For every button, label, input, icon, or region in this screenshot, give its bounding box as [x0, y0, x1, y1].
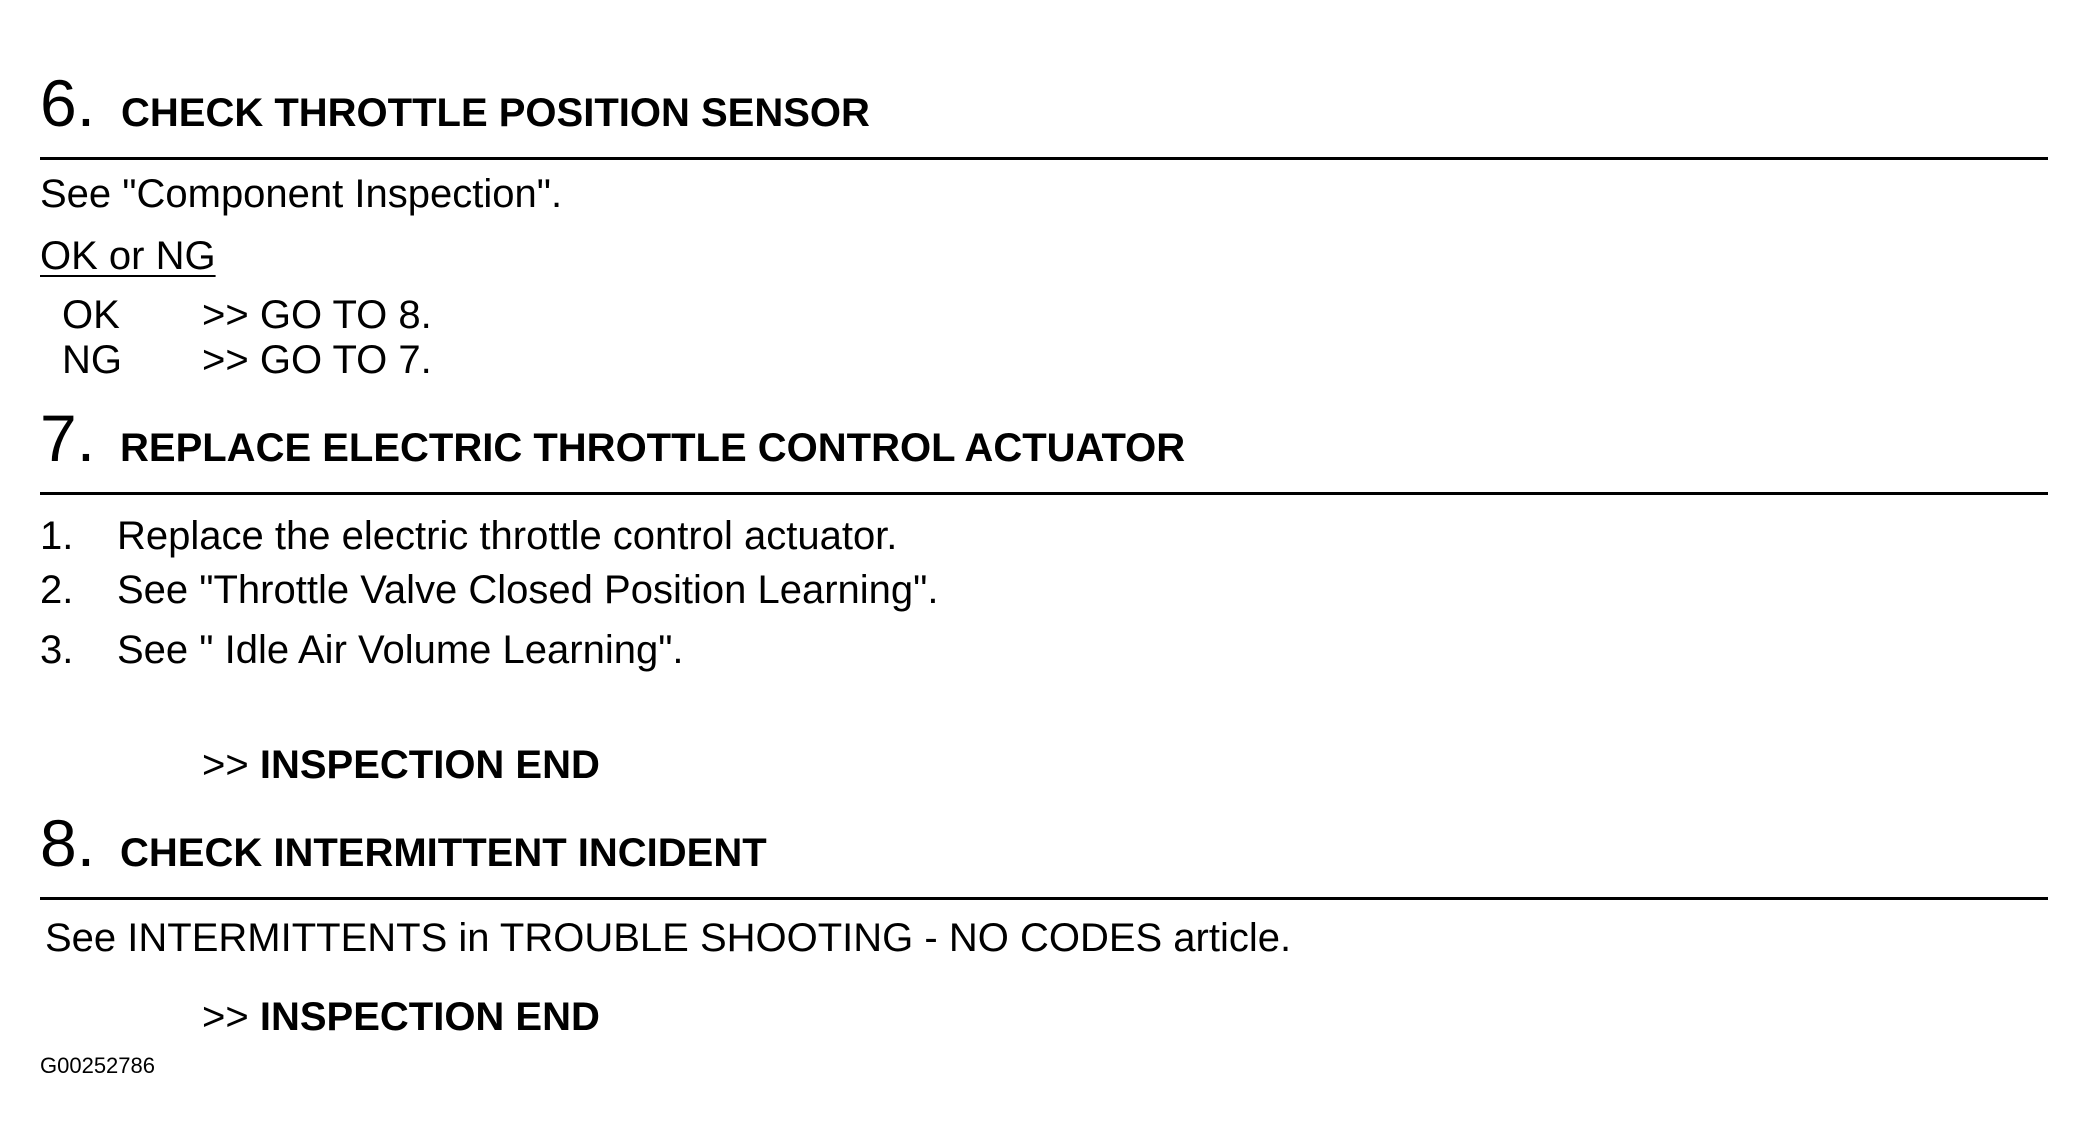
step-8-divider — [40, 897, 2048, 900]
step-7-divider — [40, 492, 2048, 495]
step-7-end — [202, 745, 600, 785]
step-6-result-ok-label: OK — [62, 293, 120, 337]
step-6-divider — [40, 157, 2048, 160]
step-7-title: REPLACE ELECTRIC THROTTLE CONTROL ACTUATOR — [120, 426, 1186, 470]
step-7-number: 7. — [40, 401, 96, 475]
step-6-result-ng-action: >> GO TO 7. — [202, 338, 432, 382]
step-6-title: CHECK THROTTLE POSITION SENSOR — [121, 91, 870, 135]
step-6-result-heading: OK or NG — [40, 234, 216, 278]
step-7-item-2-number: 2. — [40, 568, 74, 612]
step-6-instruction: See "Component Inspection". — [40, 172, 563, 216]
step-7-end-prefix: >> — [202, 743, 249, 787]
step-6-result-ok-action: >> GO TO 8. — [202, 293, 432, 337]
step-8-end-label: INSPECTION END — [259, 995, 600, 1039]
step-7-item-1-number: 1. — [40, 514, 74, 558]
step-7-item-2-text: See "Throttle Valve Closed Position Learning". — [117, 568, 939, 612]
step-7-item-3-text: See " Idle Air Volume Learning". — [117, 628, 684, 672]
step-8-end-prefix: >> — [202, 995, 249, 1039]
step-8-end — [202, 997, 600, 1037]
step-8-title: CHECK INTERMITTENT INCIDENT — [120, 831, 767, 875]
step-7-item-1-text: Replace the electric throttle control actuator. — [117, 514, 898, 558]
step-6-result-ng-label: NG — [62, 338, 122, 382]
step-7-item-3-number: 3. — [40, 628, 74, 672]
step-8-instruction: See INTERMITTENTS in TROUBLE SHOOTING - NO CODES article. — [45, 916, 1292, 960]
step-7-end-label: INSPECTION END — [259, 743, 600, 787]
step-8-number: 8. — [40, 806, 96, 880]
step-6-number: 6. — [40, 66, 96, 140]
figure-id: G00252786 — [40, 1053, 155, 1078]
